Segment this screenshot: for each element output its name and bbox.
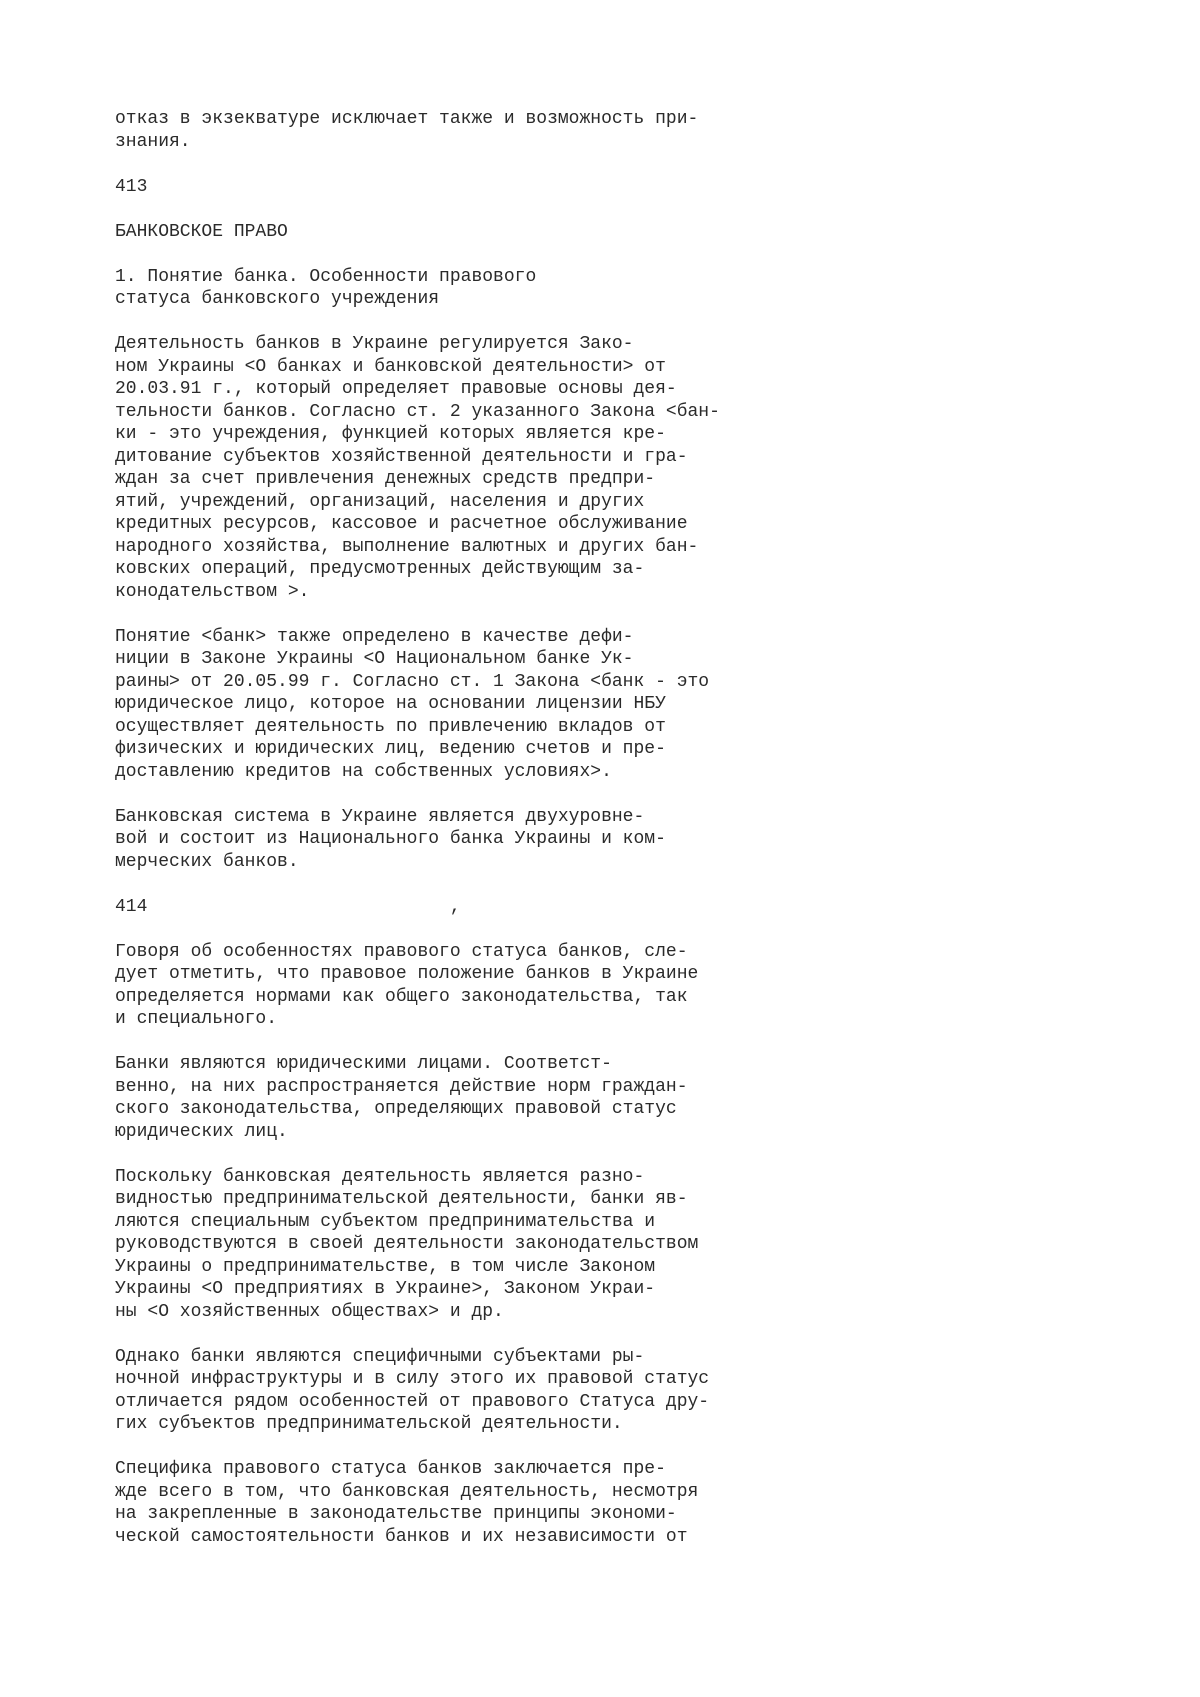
paragraph-line: Украины о предпринимательстве, в том числе Законом xyxy=(115,1256,656,1277)
page-number-line: 414 , xyxy=(115,896,461,917)
paragraph-line: дует отметить, что правовое положение банков в Украине xyxy=(115,964,699,984)
block-gap xyxy=(115,153,1155,176)
paragraph-line: ки - это учреждения, функцией которых является кре- xyxy=(115,424,666,444)
paragraph-line: ляются специальным субъектом предпринимательства и xyxy=(115,1211,656,1232)
paragraph-line: тельности банков. Согласно ст. 2 указанного Закона <бан- xyxy=(115,401,720,422)
paragraph-line: Банки являются юридическими лицами. Соответст- xyxy=(115,1054,612,1074)
paragraph-banking-system xyxy=(115,806,1155,874)
paragraph-line: Специфика правового статуса банков заключается пре- xyxy=(115,1459,666,1479)
paragraph-line: конодательством >. xyxy=(115,581,310,602)
paragraph-line: руководствуются в своей деятельности законодательством xyxy=(115,1234,699,1254)
page-number-414 xyxy=(115,896,1155,919)
paragraph-line: осуществляет деятельность по привлечению вкладов от xyxy=(115,716,666,737)
paragraph-line: ятий, учреждений, организаций, населения и других xyxy=(115,491,645,512)
paragraph-line: жде всего в том, что банковская деятельность, несмотря xyxy=(115,1481,699,1502)
paragraph-line: Поскольку банковская деятельность является разно- xyxy=(115,1166,645,1187)
block-gap xyxy=(115,918,1155,941)
paragraph-line: и специального. xyxy=(115,1009,278,1029)
paragraph-line: Банковская система в Украине является двухуровне- xyxy=(115,806,645,827)
paragraph-line: видностью предпринимательской деятельности, банки яв- xyxy=(115,1189,688,1209)
block-gap xyxy=(115,198,1155,221)
paragraph-line: Говоря об особенностях правового статуса банков, сле- xyxy=(115,941,688,962)
paragraph-line: 20.03.91 г., который определяет правовые основы дея- xyxy=(115,379,677,399)
paragraph-line: доставлению кредитов на собственных условиях>. xyxy=(115,761,612,782)
paragraph-line: юридическое лицо, которое на основании лицензии НБУ xyxy=(115,694,666,714)
paragraph-line: раины> от 20.05.99 г. Согласно ст. 1 Закона <банк - это xyxy=(115,671,710,692)
paragraph-line: дитование субъектов хозяйственной деятельности и гра- xyxy=(115,446,688,467)
paragraph-line: отличается рядом особенностей от правового Статуса дру- xyxy=(115,1391,710,1412)
paragraph-exequatur-end xyxy=(115,108,1155,153)
paragraph-line: знания. xyxy=(115,131,191,152)
paragraph-legal-status xyxy=(115,941,1155,1031)
heading-line: 1. Понятие банка. Особенности правового xyxy=(115,266,537,287)
paragraph-line: Украины <О предприятиях в Украине>, Законом Украи- xyxy=(115,1279,656,1299)
paragraph-line: на закрепленные в законодательстве принципы экономи- xyxy=(115,1504,677,1524)
block-gap xyxy=(115,1323,1155,1346)
block-gap xyxy=(115,1436,1155,1459)
paragraph-line: кредитных ресурсов, кассовое и расчетное обслуживание xyxy=(115,514,688,534)
page-number-413 xyxy=(115,176,1155,199)
block-gap xyxy=(115,243,1155,266)
paragraph-bank-law-1991 xyxy=(115,333,1155,603)
paragraph-line: вой и состоит из Национального банка Украины и ком- xyxy=(115,829,666,849)
paragraph-line: ном Украины <О банках и банковской деятельности> от xyxy=(115,356,666,377)
paragraph-line: гих субъектов предпринимательской деятельности. xyxy=(115,1414,623,1434)
paragraph-line: юридических лиц. xyxy=(115,1121,288,1142)
chapter-title xyxy=(115,221,1155,244)
paragraph-line: ковских операций, предусмотренных действующим за- xyxy=(115,559,645,579)
block-gap xyxy=(115,311,1155,334)
block-gap xyxy=(115,1031,1155,1054)
section-title xyxy=(115,266,1155,311)
paragraph-line: ского законодательства, определяющих правовой статус xyxy=(115,1099,677,1119)
paragraph-line: определяется нормами как общего законодательства, так xyxy=(115,986,688,1007)
paragraph-line: Деятельность банков в Украине регулируется Зако- xyxy=(115,334,634,354)
paragraph-line: ниции в Законе Украины <О Национальном банке Ук- xyxy=(115,649,634,669)
paragraph-line: физических и юридических лиц, ведению счетов и пре- xyxy=(115,739,666,759)
paragraph-specific-subjects xyxy=(115,1346,1155,1436)
paragraph-legal-entities xyxy=(115,1053,1155,1143)
document-page xyxy=(115,108,1155,1548)
paragraph-bank-definition-nbu xyxy=(115,626,1155,784)
paragraph-line: отказ в экзекватуре исключает также и возможность при- xyxy=(115,109,699,129)
paragraph-specifics xyxy=(115,1458,1155,1548)
paragraph-line: мерческих банков. xyxy=(115,851,299,872)
paragraph-line: ночной инфраструктуры и в силу этого их правовой статус xyxy=(115,1369,710,1389)
paragraph-line: народного хозяйства, выполнение валютных и других бан- xyxy=(115,536,699,557)
paragraph-line: Однако банки являются специфичными субъектами ры- xyxy=(115,1346,645,1367)
paragraph-line: ны <О хозяйственных обществах> и др. xyxy=(115,1301,504,1322)
paragraph-entrepreneurship xyxy=(115,1166,1155,1324)
heading-line: БАНКОВСКОЕ ПРАВО xyxy=(115,221,288,242)
paragraph-line: ческой самостоятельности банков и их независимости от xyxy=(115,1526,688,1547)
block-gap xyxy=(115,603,1155,626)
paragraph-line: венно, на них распространяется действие норм граждан- xyxy=(115,1076,688,1097)
block-gap xyxy=(115,873,1155,896)
paragraph-line: Понятие <банк> также определено в качестве дефи- xyxy=(115,626,634,647)
block-gap xyxy=(115,1143,1155,1166)
block-gap xyxy=(115,783,1155,806)
page-number-line: 413 xyxy=(115,176,148,197)
paragraph-line: ждан за счет привлечения денежных средств предпри- xyxy=(115,469,656,489)
heading-line: статуса банковского учреждения xyxy=(115,289,440,309)
